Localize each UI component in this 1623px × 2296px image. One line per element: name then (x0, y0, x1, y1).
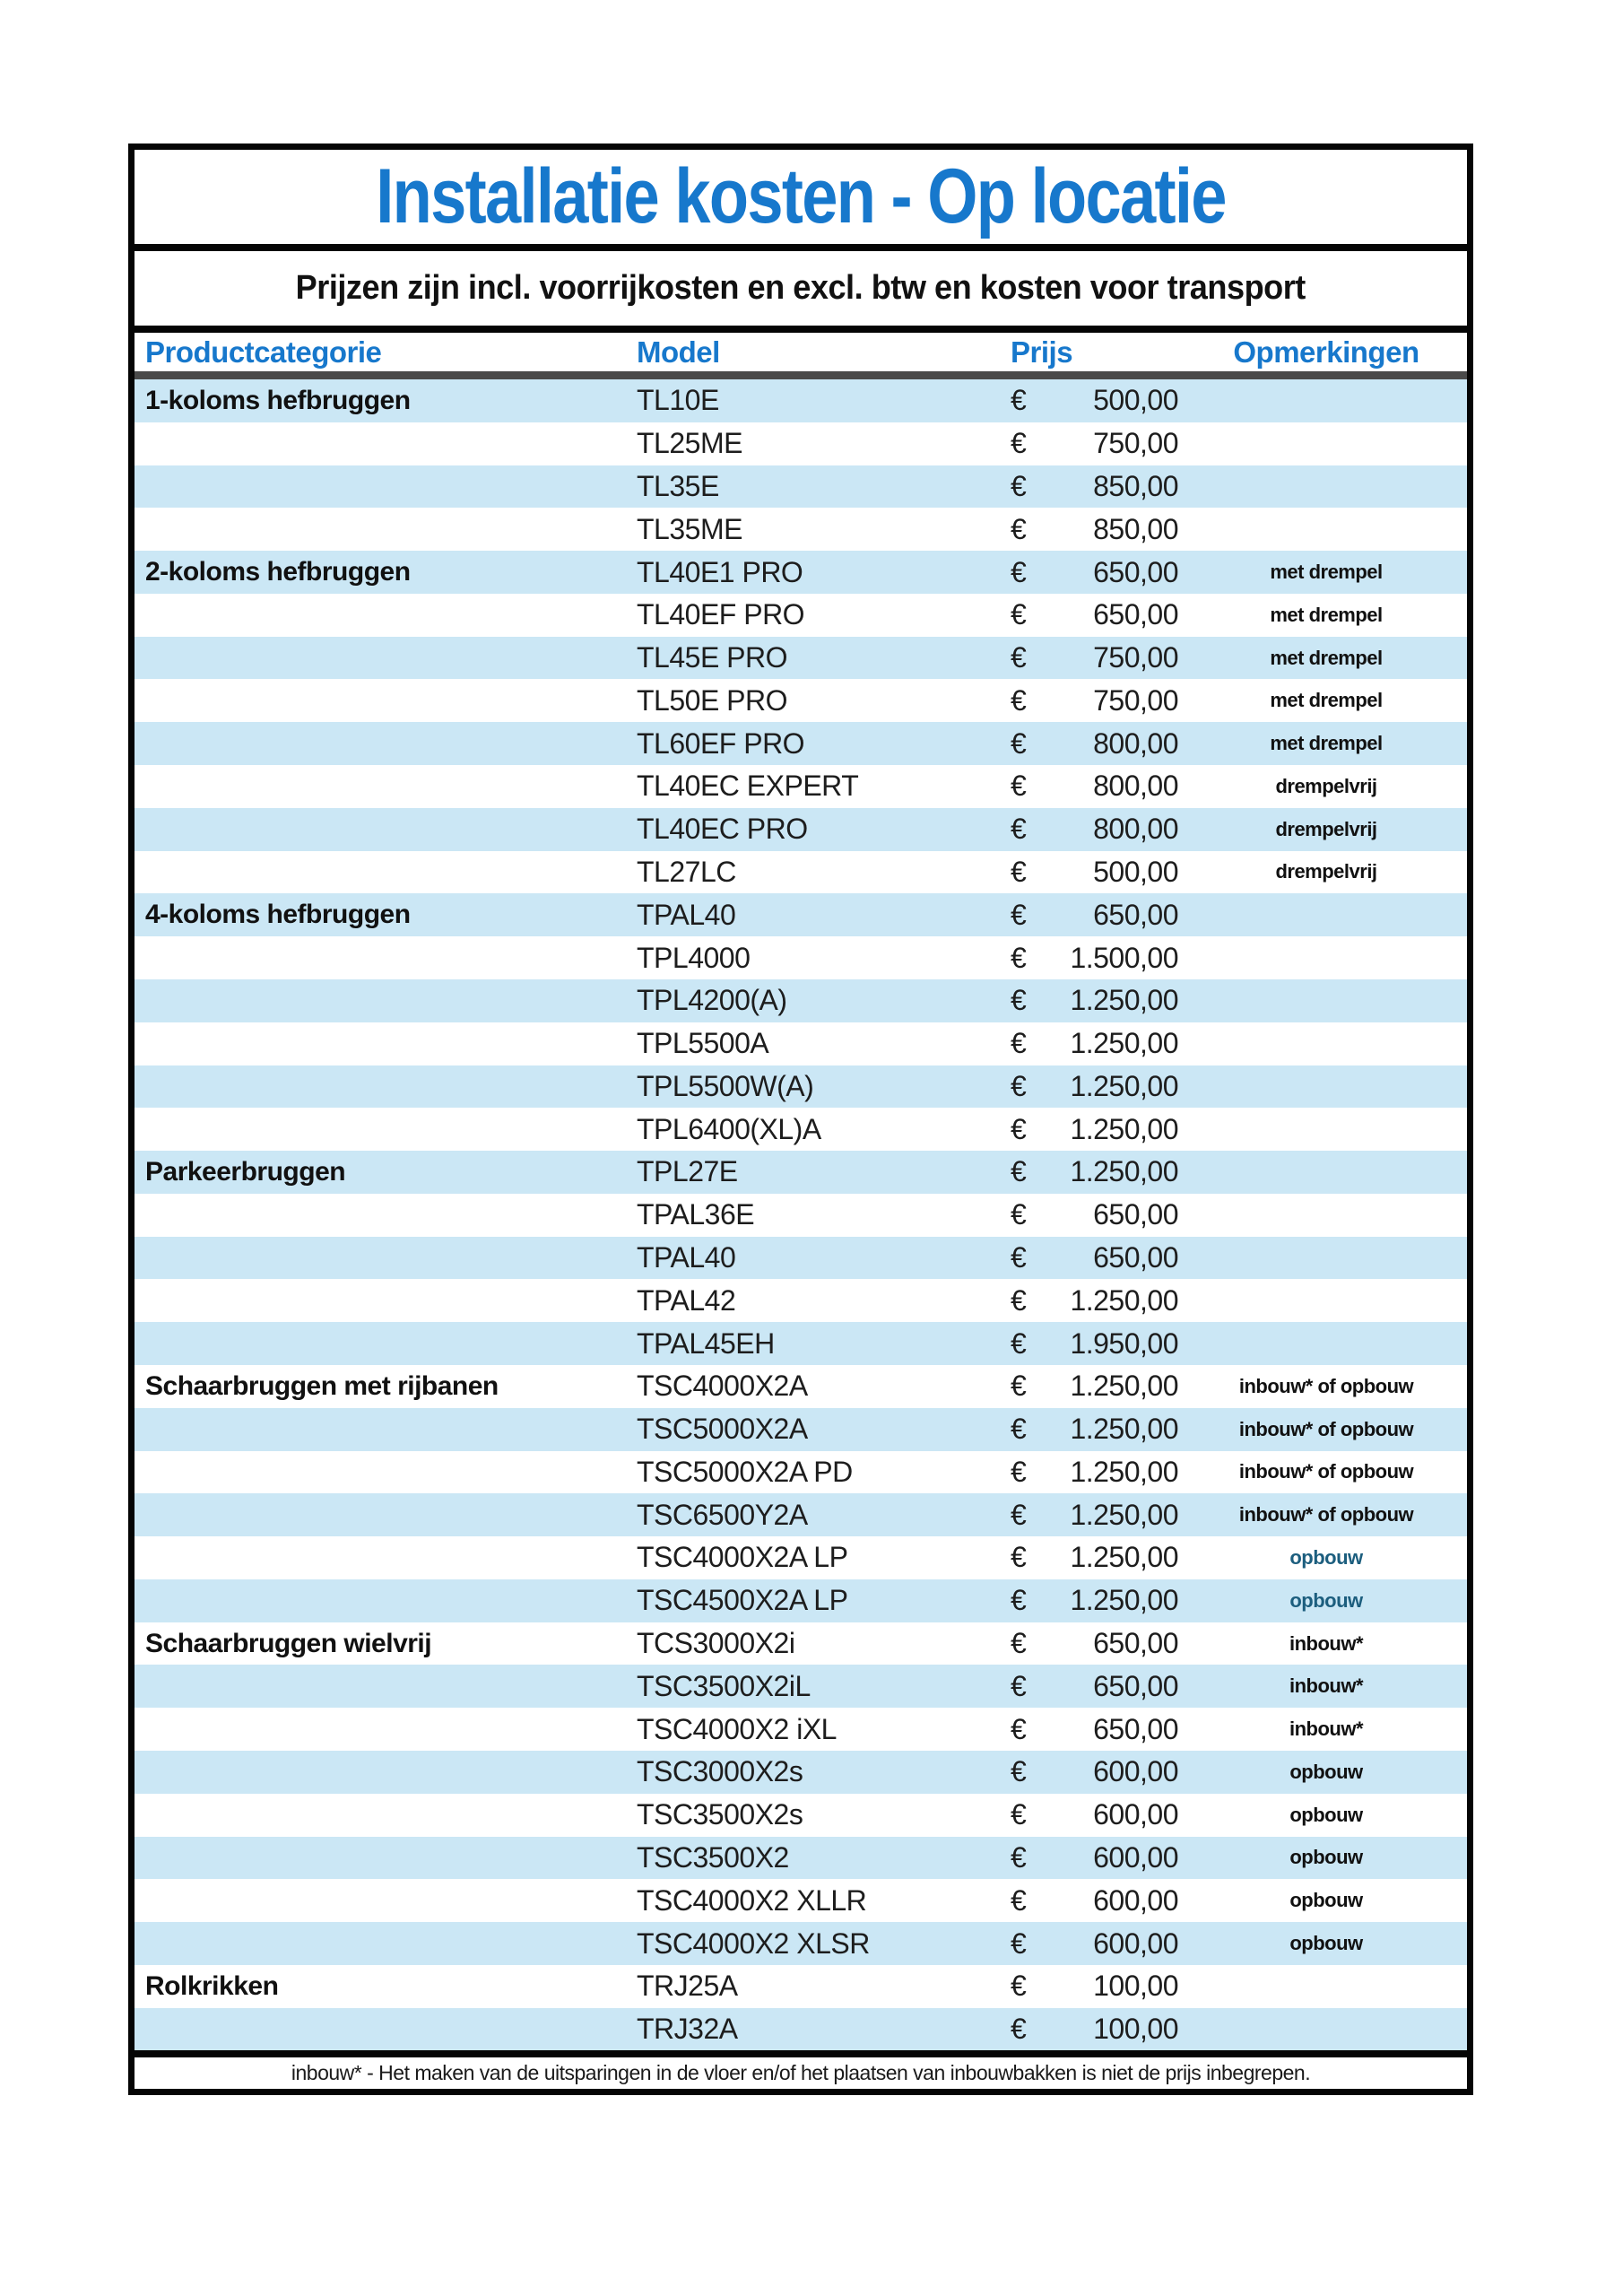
model-cell: TPL27E (637, 1155, 738, 1188)
model-cell: TSC4000X2A LP (637, 1541, 848, 1574)
table-row (135, 1451, 1467, 1494)
price-value: 650,00 (1093, 1198, 1178, 1231)
euro-sign: € (1011, 555, 1027, 588)
euro-sign: € (1011, 384, 1027, 417)
table-row (135, 1879, 1467, 1922)
table-row (135, 1108, 1467, 1151)
category-cell: 4-koloms hefbruggen (145, 900, 411, 930)
price-value: 500,00 (1093, 384, 1178, 417)
price-cell (989, 856, 1185, 889)
footnote: inbouw* - Het maken van de uitsparingen in de vloer en/of het plaatsen van inbouwbakken is niet de prijs inbegrepen. (291, 2061, 1311, 2085)
price-value: 1.250,00 (1070, 984, 1178, 1017)
price-value: 1.250,00 (1070, 1283, 1178, 1317)
price-cell (989, 684, 1185, 718)
remark-cell: drempelvrij (1275, 774, 1377, 797)
price-cell (989, 1155, 1185, 1188)
euro-sign: € (1011, 1027, 1027, 1060)
col-header-model: Model (637, 335, 720, 369)
table-row (135, 1965, 1467, 2008)
table-row (135, 2008, 1467, 2051)
table-header-row (135, 333, 1467, 379)
table-row (135, 1922, 1467, 1965)
table-row (135, 1279, 1467, 1322)
price-value: 1.950,00 (1070, 1326, 1178, 1360)
price-value: 600,00 (1093, 1840, 1178, 1874)
price-value: 750,00 (1093, 641, 1178, 674)
euro-sign: € (1011, 1669, 1027, 1702)
price-cell (989, 1027, 1185, 1060)
euro-sign: € (1011, 1283, 1027, 1317)
price-cell (989, 813, 1185, 846)
price-cell (989, 727, 1185, 761)
price-value: 600,00 (1093, 1755, 1178, 1788)
model-cell: TPL4000 (637, 941, 751, 974)
table-row (135, 679, 1467, 722)
price-value: 850,00 (1093, 469, 1178, 502)
euro-sign: € (1011, 427, 1027, 460)
col-header-productcategorie: Productcategorie (145, 335, 382, 369)
price-cell (989, 641, 1185, 674)
category-cell: 2-koloms hefbruggen (145, 557, 411, 587)
model-cell: TL10E (637, 384, 719, 417)
price-value: 1.500,00 (1070, 941, 1178, 974)
euro-sign: € (1011, 1840, 1027, 1874)
price-value: 750,00 (1093, 427, 1178, 460)
price-cell (989, 1413, 1185, 1446)
table-row (135, 808, 1467, 851)
euro-sign: € (1011, 1883, 1027, 1917)
table-row (135, 1022, 1467, 1065)
remark-cell: inbouw* of opbouw (1238, 1374, 1414, 1397)
model-cell: TL45E PRO (637, 641, 788, 674)
remark-cell: inbouw* of opbouw (1238, 1460, 1414, 1483)
price-cell (989, 942, 1185, 975)
price-cell (989, 899, 1185, 932)
euro-sign: € (1011, 1755, 1027, 1788)
euro-sign: € (1011, 855, 1027, 888)
price-value: 650,00 (1093, 898, 1178, 931)
remark-cell: inbouw* (1289, 1718, 1364, 1741)
remark-cell: opbouw (1289, 1889, 1363, 1912)
price-value: 1.250,00 (1070, 1498, 1178, 1531)
model-cell: TPL6400(XL)A (637, 1112, 821, 1145)
category-cell: Schaarbruggen met rijbanen (145, 1370, 499, 1401)
price-value: 1.250,00 (1070, 1541, 1178, 1574)
price-cell (989, 1327, 1185, 1361)
euro-sign: € (1011, 726, 1027, 760)
model-cell: TL35E (637, 469, 719, 502)
remark-cell: opbouw (1289, 1760, 1363, 1783)
remark-cell: met drempel (1270, 732, 1383, 755)
remark-cell: inbouw* (1289, 1674, 1364, 1698)
price-value: 1.250,00 (1070, 1455, 1178, 1488)
price-cell (989, 1499, 1185, 1532)
subtitle: Prijzen zijn incl. voorrijkosten en excl. btw en kosten voor transport (295, 269, 1306, 307)
price-cell (989, 1670, 1185, 1703)
price-cell (989, 1970, 1185, 2003)
model-cell: TSC5000X2A PD (637, 1455, 853, 1488)
model-cell: TL40EC PRO (637, 813, 808, 846)
price-value: 1.250,00 (1070, 1155, 1178, 1188)
table-row (135, 1708, 1467, 1751)
price-value: 1.250,00 (1070, 1413, 1178, 1446)
price-value: 600,00 (1093, 1883, 1178, 1917)
euro-sign: € (1011, 813, 1027, 846)
model-cell: TSC3000X2s (637, 1755, 803, 1788)
euro-sign: € (1011, 1798, 1027, 1831)
price-value: 800,00 (1093, 726, 1178, 760)
price-value: 600,00 (1093, 1798, 1178, 1831)
remark-cell: opbouw (1289, 1545, 1363, 1569)
table-row (135, 1493, 1467, 1536)
model-cell: TL35ME (637, 512, 742, 545)
remark-cell: met drempel (1270, 561, 1383, 584)
table-row (135, 594, 1467, 637)
euro-sign: € (1011, 469, 1027, 502)
model-cell: TPAL45EH (637, 1326, 775, 1360)
table-row (135, 1622, 1467, 1665)
price-value: 800,00 (1093, 813, 1178, 846)
euro-sign: € (1011, 1326, 1027, 1360)
model-cell: TPAL40 (637, 898, 736, 931)
price-cell (989, 1113, 1185, 1146)
model-cell: TL27LC (637, 855, 736, 888)
model-cell: TSC3500X2 (637, 1840, 789, 1874)
price-cell (989, 1541, 1185, 1574)
table-row (135, 508, 1467, 551)
page-title: Installatie kosten - Op locatie (376, 153, 1226, 239)
euro-sign: € (1011, 512, 1027, 545)
price-cell (989, 556, 1185, 589)
table-row (135, 1579, 1467, 1622)
price-table-body (135, 379, 1467, 2050)
price-cell (989, 470, 1185, 503)
model-cell: TPAL42 (637, 1283, 736, 1317)
price-cell (989, 1070, 1185, 1103)
remark-cell: drempelvrij (1275, 817, 1377, 840)
model-cell: TRJ25A (637, 1970, 738, 2003)
euro-sign: € (1011, 1712, 1027, 1745)
price-value: 1.250,00 (1070, 1027, 1178, 1060)
euro-sign: € (1011, 1241, 1027, 1274)
category-cell: Schaarbruggen wielvrij (145, 1628, 432, 1658)
price-cell (989, 1884, 1185, 1918)
euro-sign: € (1011, 1455, 1027, 1488)
price-value: 500,00 (1093, 855, 1178, 888)
price-cell (989, 513, 1185, 546)
price-value: 650,00 (1093, 1712, 1178, 1745)
table-row (135, 1151, 1467, 1194)
price-value: 650,00 (1093, 598, 1178, 631)
model-cell: TRJ32A (637, 2013, 738, 2046)
footer-box (135, 2050, 1467, 2089)
price-cell (989, 1584, 1185, 1617)
euro-sign: € (1011, 1541, 1027, 1574)
euro-sign: € (1011, 1970, 1027, 2003)
price-value: 1.250,00 (1070, 1069, 1178, 1102)
price-value: 800,00 (1093, 770, 1178, 803)
price-cell (989, 1198, 1185, 1231)
euro-sign: € (1011, 1498, 1027, 1531)
price-value: 650,00 (1093, 1627, 1178, 1660)
table-row (135, 979, 1467, 1022)
model-cell: TL40EC EXPERT (637, 770, 859, 803)
table-row (135, 1322, 1467, 1365)
table-row (135, 851, 1467, 894)
price-cell (989, 598, 1185, 631)
model-cell: TL40E1 PRO (637, 555, 803, 588)
model-cell: TPAL40 (637, 1241, 736, 1274)
euro-sign: € (1011, 941, 1027, 974)
euro-sign: € (1011, 1370, 1027, 1403)
model-cell: TSC4000X2A (637, 1370, 808, 1403)
remark-cell: met drempel (1270, 689, 1383, 712)
price-cell (989, 1627, 1185, 1660)
remark-cell: inbouw* of opbouw (1238, 1417, 1414, 1440)
table-row (135, 379, 1467, 422)
price-value: 1.250,00 (1070, 1370, 1178, 1403)
price-cell (989, 1713, 1185, 1746)
euro-sign: € (1011, 1584, 1027, 1617)
model-cell: TL40EF PRO (637, 598, 805, 631)
table-row (135, 1237, 1467, 1280)
table-row (135, 465, 1467, 509)
price-cell (989, 1927, 1185, 1961)
table-row (135, 1194, 1467, 1237)
model-cell: TPL5500A (637, 1027, 769, 1060)
model-cell: TPAL36E (637, 1198, 755, 1231)
euro-sign: € (1011, 770, 1027, 803)
euro-sign: € (1011, 1198, 1027, 1231)
price-cell (989, 984, 1185, 1017)
price-cell (989, 427, 1185, 460)
table-row (135, 637, 1467, 680)
table-row (135, 1751, 1467, 1794)
table-row (135, 551, 1467, 594)
euro-sign: € (1011, 1112, 1027, 1145)
remark-cell: inbouw* (1289, 1631, 1364, 1655)
euro-sign: € (1011, 683, 1027, 717)
model-cell: TSC3500X2s (637, 1798, 803, 1831)
model-cell: TL60EF PRO (637, 726, 805, 760)
table-row (135, 1065, 1467, 1109)
model-cell: TPL4200(A) (637, 984, 787, 1017)
model-cell: TSC5000X2A (637, 1413, 808, 1446)
price-value: 100,00 (1093, 2013, 1178, 2046)
table-row (135, 1408, 1467, 1451)
price-cell (989, 1456, 1185, 1489)
remark-cell: opbouw (1289, 1588, 1363, 1612)
remark-cell: opbouw (1289, 1803, 1363, 1826)
table-row (135, 422, 1467, 465)
model-cell: TL50E PRO (637, 683, 788, 717)
price-cell (989, 1798, 1185, 1831)
model-cell: TSC6500Y2A (637, 1498, 808, 1531)
price-cell (989, 770, 1185, 803)
price-cell (989, 1755, 1185, 1788)
price-value: 1.250,00 (1070, 1112, 1178, 1145)
price-cell (989, 2013, 1185, 2046)
model-cell: TL25ME (637, 427, 742, 460)
price-value: 1.250,00 (1070, 1584, 1178, 1617)
euro-sign: € (1011, 1926, 1027, 1960)
model-cell: TPL5500W(A) (637, 1069, 814, 1102)
model-cell: TSC4000X2 iXL (637, 1712, 837, 1745)
price-value: 750,00 (1093, 683, 1178, 717)
col-header-opmerkingen: Opmerkingen (1233, 335, 1419, 369)
price-sheet (128, 144, 1473, 2095)
remark-cell: met drempel (1270, 603, 1383, 626)
table-row (135, 936, 1467, 979)
table-row (135, 765, 1467, 808)
remark-cell: met drempel (1270, 646, 1383, 669)
col-header-prijs: Prijs (1011, 335, 1073, 369)
category-cell: Rolkrikken (145, 1970, 279, 2001)
euro-sign: € (1011, 1413, 1027, 1446)
category-cell: 1-koloms hefbruggen (145, 385, 411, 415)
euro-sign: € (1011, 898, 1027, 931)
price-value: 650,00 (1093, 555, 1178, 588)
table-row (135, 1665, 1467, 1708)
category-cell: Parkeerbruggen (145, 1156, 346, 1187)
euro-sign: € (1011, 2013, 1027, 2046)
euro-sign: € (1011, 1627, 1027, 1660)
price-cell (989, 1841, 1185, 1874)
price-value: 600,00 (1093, 1926, 1178, 1960)
table-row (135, 1794, 1467, 1837)
euro-sign: € (1011, 1069, 1027, 1102)
table-row (135, 1536, 1467, 1579)
price-value: 850,00 (1093, 512, 1178, 545)
model-cell: TSC3500X2iL (637, 1669, 811, 1702)
price-cell (989, 1370, 1185, 1403)
price-value: 650,00 (1093, 1669, 1178, 1702)
table-row (135, 893, 1467, 936)
subtitle-box (135, 251, 1467, 333)
title-box (135, 150, 1467, 251)
price-cell (989, 1241, 1185, 1274)
model-cell: TCS3000X2i (637, 1627, 795, 1660)
price-value: 100,00 (1093, 1970, 1178, 2003)
remark-cell: drempelvrij (1275, 860, 1377, 883)
remark-cell: opbouw (1289, 1846, 1363, 1869)
table-row (135, 1365, 1467, 1408)
remark-cell: opbouw (1289, 1932, 1363, 1955)
table-row (135, 722, 1467, 765)
euro-sign: € (1011, 1155, 1027, 1188)
price-cell (989, 1284, 1185, 1318)
euro-sign: € (1011, 598, 1027, 631)
model-cell: TSC4000X2 XLSR (637, 1926, 870, 1960)
remark-cell: inbouw* of opbouw (1238, 1503, 1414, 1526)
model-cell: TSC4500X2A LP (637, 1584, 848, 1617)
model-cell: TSC4000X2 XLLR (637, 1883, 867, 1917)
table-row (135, 1837, 1467, 1880)
price-cell (989, 384, 1185, 417)
euro-sign: € (1011, 641, 1027, 674)
euro-sign: € (1011, 984, 1027, 1017)
price-value: 650,00 (1093, 1241, 1178, 1274)
